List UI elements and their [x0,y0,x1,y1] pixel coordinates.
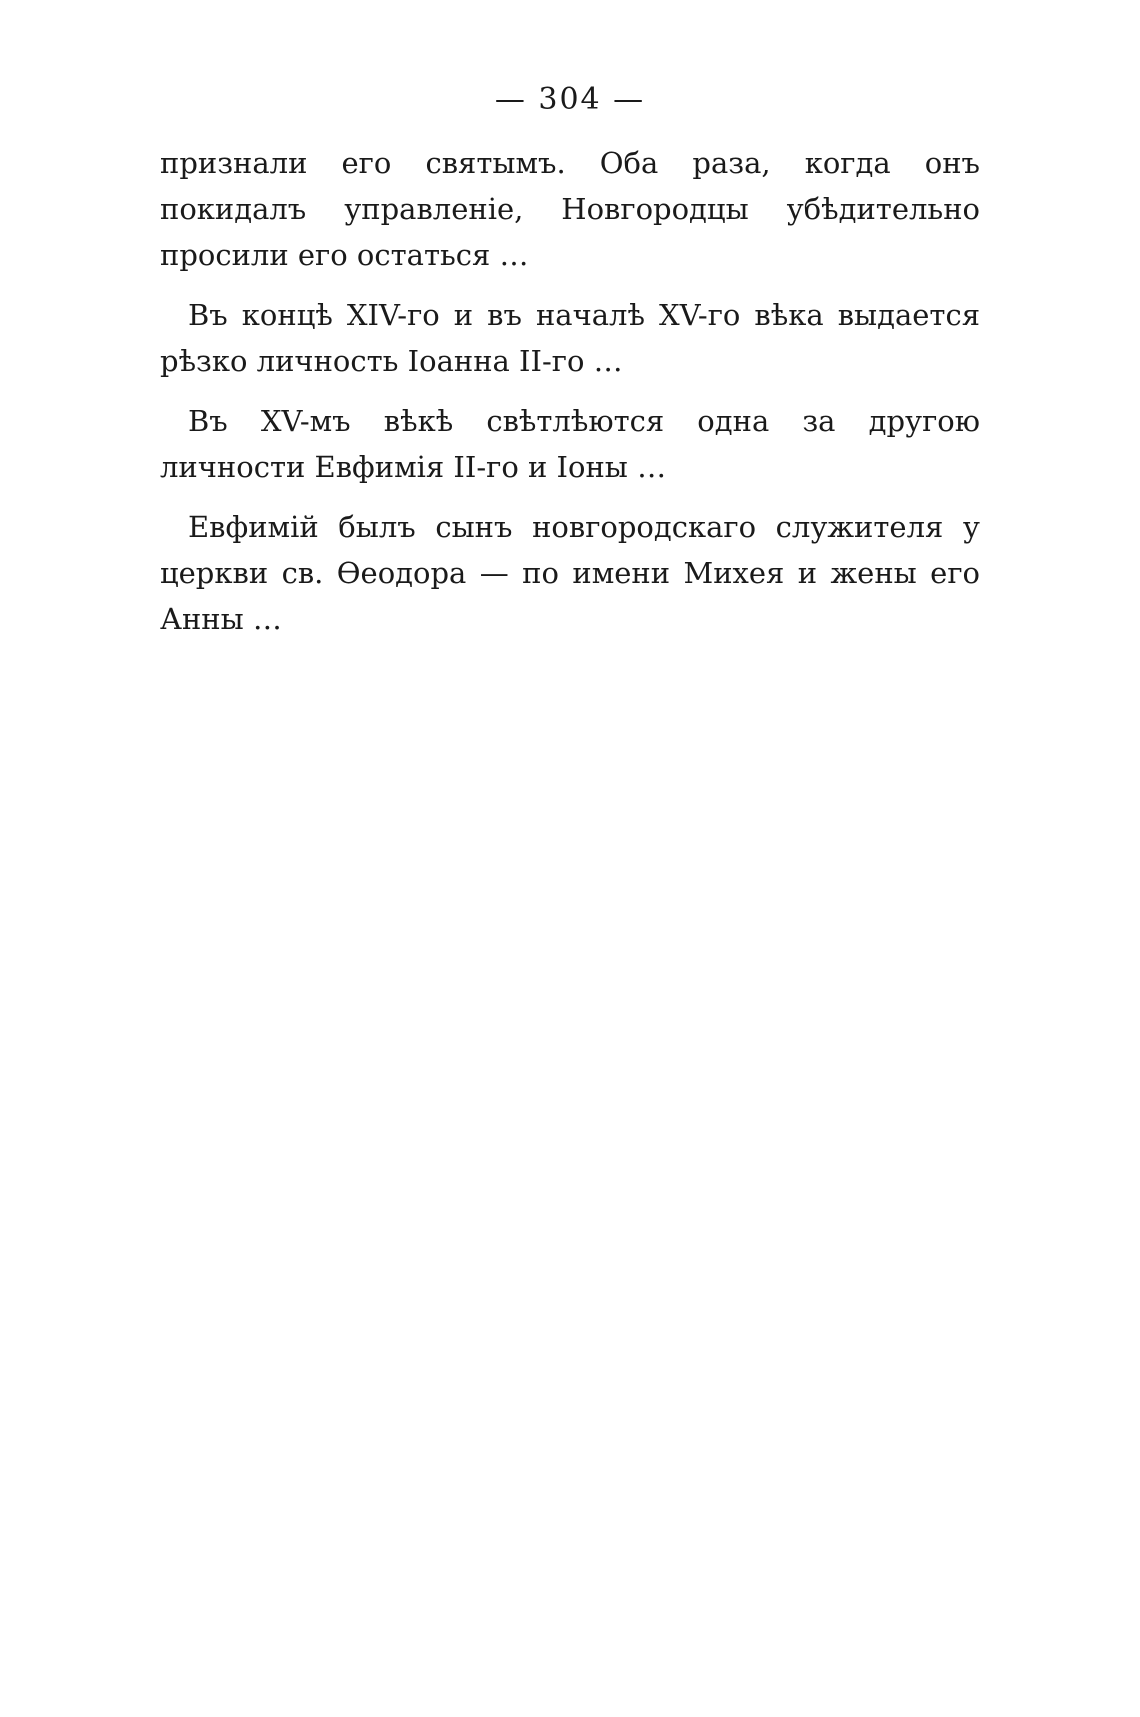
paragraph-3: Въ XV-мъ вѣкѣ свѣтлѣются одна за другою личности Евфимія II-го и Іоны … [160,404,980,484]
paragraph-4: Евфимій былъ сынъ новгородскаго служителя у церкви св. Ѳеодора — по имени Михея и жены его Анны … [160,510,980,636]
paragraph-2: Въ концѣ XIV-го и въ началѣ XV-го вѣка выдается рѣзко личность Іоанна II-го … [160,298,980,378]
paragraph-1: признали его святымъ. Оба раза, когда онъ покидалъ управленіе, Новгородцы убѣдительно просили его остаться … [160,146,980,272]
body-text [160,140,980,656]
page-number: — 304 — [494,82,646,117]
